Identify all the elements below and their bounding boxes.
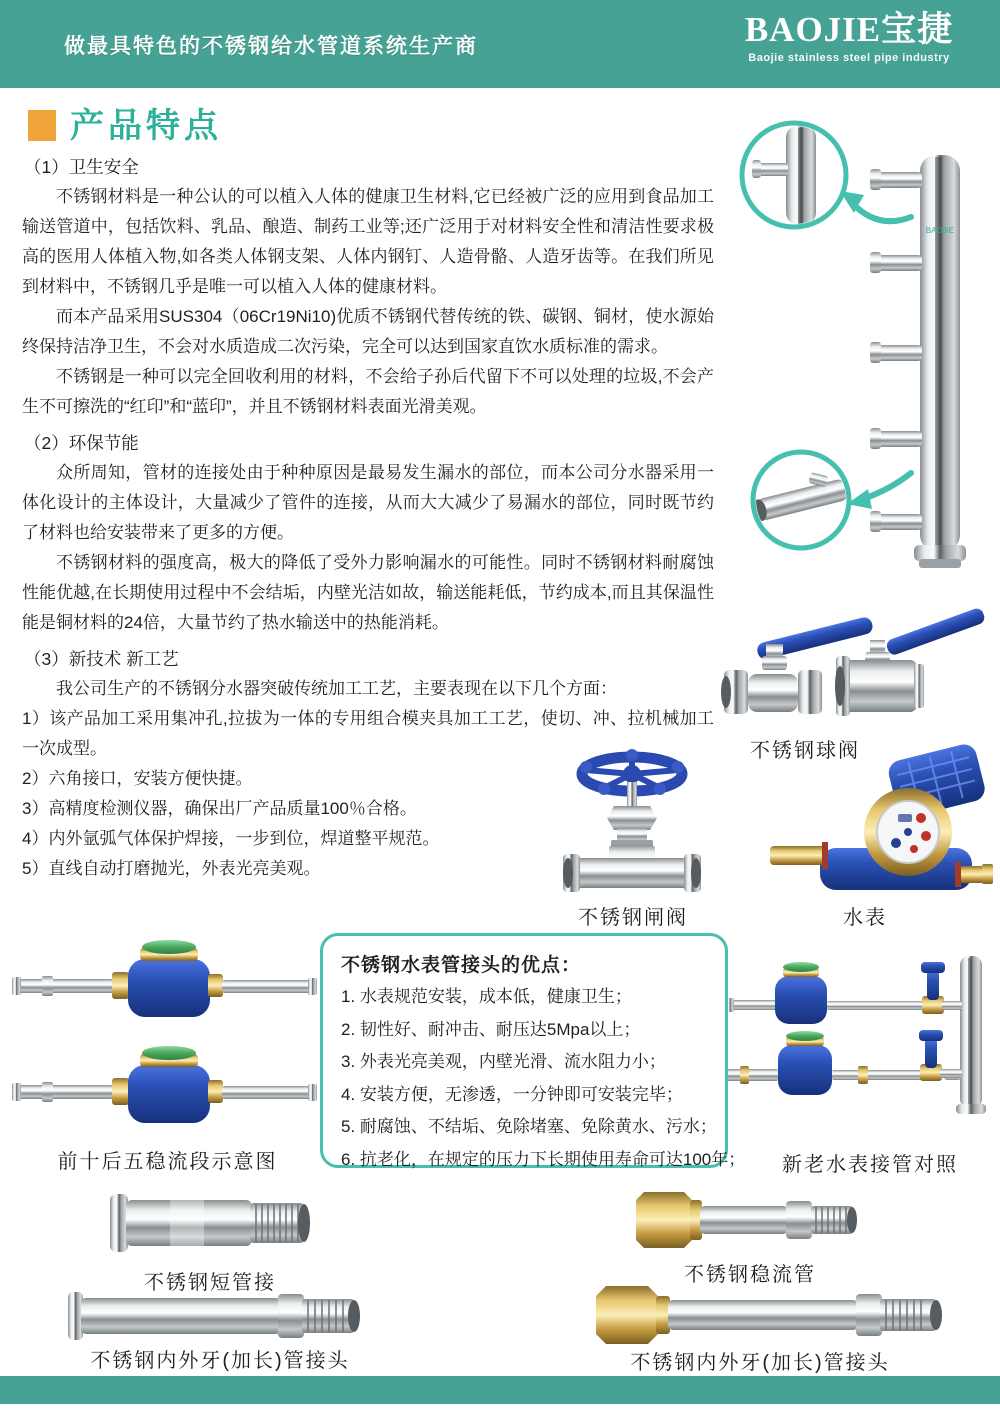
advantage-item: 2. 韧性好、耐冲击、耐压达5Mpa以上； [341,1019,641,1039]
comparison-vertical-pipe [944,956,986,1114]
short-pipe-photo [110,1186,315,1261]
water-meter-dial [864,788,952,876]
section-2-paragraph: 不锈钢材料的强度高，极大的降低了受外力影响漏水的可能性。同时不锈钢材料耐腐蚀性能优越,在长期使用过程中不会结垢，内壁光洁如故，输送能耗低，节约成本,而且其保温性能是铜材料的24倍，大量节约了热水输送中的热能消耗。 [22,553,714,632]
flow-meter-top [12,940,317,1017]
section-1-heading: （1）卫生安全 [24,157,139,177]
manifold-photo [706,95,990,580]
comparison-assembly-bottom [720,1030,962,1095]
process-list-item: 1）该产品加工采用集冲孔,拉拔为一体的专用组合模夹具加工工艺，使切、冲、拉机械加工一次成型。 [22,709,714,758]
brand-logo-en: BAOJIE [744,10,882,49]
section-1-paragraph: 不锈钢材料是一种公认的可以植入人体的健康卫生材料,它已经被广泛的应用到食品加工输送管道中，包括饮料、乳品、酿造、制药工业等;还广泛用于对材料安全性和清洁性要求极高的医用人体植入物,如各类人体钢支架、人体内钢钉、人造骨骼、人造牙齿等。在我们所见到材料中，不锈钢几乎是唯一可以植入人体的健康材料。 [22,187,714,296]
brand-logo-subtitle: Baojie stainless steel pipe industry [748,52,950,64]
callout-arrow-icon [840,191,911,221]
water-meter-photo [758,744,994,900]
advantage-item: 5. 耐腐蚀、不结垢、免除堵塞、免除黄水、污水； [341,1117,717,1136]
brand-logo [724,10,974,64]
title-bullet-square [28,110,56,141]
stabilizer-pipe-label: 不锈钢稳流管 [684,1264,816,1286]
header-slogan: 做最具特色的不锈钢给水管道系统生产商 [64,35,478,58]
zoom-callout-bottom [748,452,849,548]
brand-logo-text [724,10,974,50]
long-fitting-right-photo [596,1284,951,1346]
flow-section-meters-photo [12,933,318,1141]
flow-meter-bottom [12,1046,317,1123]
manifold-watermark: BAOJIE [925,226,955,235]
section-3-heading: （3）新技术 新工艺 [24,649,179,669]
long-fitting-right-label: 不锈钢内外牙(加长)管接头 [630,1352,890,1374]
advantages-box [320,933,746,1169]
manifold-pipe [914,155,966,568]
section-1-paragraph: 不锈钢是一种可以完全回收利用的材料，不会给子孙后代留下不可以处理的垃圾,不会产生不可擦洗的“红印”和“蓝印”，并且不锈钢材料表面光滑美观。 [22,367,714,416]
gate-valve-photo [560,748,705,900]
section-3-intro: 我公司生产的不锈钢分水器突破传统加工工艺，主要表现在以下几个方面： [56,679,617,698]
ball-valve-label: 不锈钢球阀 [750,740,860,762]
gate-valve-body [563,782,701,892]
advantage-item: 4. 安装方便，无渗透，一分钟即可安装完毕； [341,1084,683,1104]
section-2-heading: （2）环保节能 [24,433,139,453]
short-pipe-label: 不锈钢短管接 [144,1272,276,1294]
zoom-callout-top [742,123,846,227]
stabilizer-pipe-photo [636,1186,861,1254]
gate-valve-label: 不锈钢闸阀 [578,907,688,929]
page-title: 产品特点 [70,107,222,145]
flow-diagram-label: 前十后五稳流段示意图 [57,1151,278,1173]
callout-arrow-icon [847,473,911,509]
advantage-item: 1. 水表规范安装，成本低，健康卫生； [341,987,632,1006]
section-2-paragraph: 众所周知，管材的连接处由于种种原因是最易发生漏水的部位，而本公司分水器采用一体化设计的主体设计，大量减少了管件的连接，从而大大减少了易漏水的部位，同时既节约了材料也给安装带来了更多的方便。 [22,463,714,542]
advantage-item: 6. 抗老化，在规定的压力下长期使用寿命可达100年； [341,1149,746,1169]
advantages-title: 不锈钢水表管接头的优点： [341,955,582,976]
long-fitting-left-label: 不锈钢内外牙(加长)管接头 [90,1350,350,1372]
comparison-assembly-top [726,962,962,1024]
advantage-item: 3. 外表光亮美观，内壁光滑、流水阻力小； [341,1052,666,1071]
header-bar [0,0,1000,88]
meter-comparison-photo [720,950,995,1146]
long-fitting-left-photo [68,1288,368,1343]
footer-bar [0,1376,1000,1404]
brand-logo-cn: 宝捷 [881,10,954,49]
comparison-label: 新老水表接管对照 [782,1154,958,1176]
process-list-item: 2）六角接口，安装方便快捷。 [22,769,253,788]
process-list-item: 5）直线自动打磨抛光，外表光亮美观。 [22,859,321,878]
section-1-paragraph: 而本产品采用SUS304（06Cr19Ni10)优质不锈钢代替传统的铁、碳钢、铜材，使水源始终保持洁净卫生，不会对水质造成二次污染，完全可以达到国家直饮水质标准的需求。 [22,307,714,356]
ball-valves-photo [710,592,992,732]
process-list-item: 3）高精度检测仪器，确保出厂产品质量100％合格。 [22,799,417,818]
water-meter-label: 水表 [843,907,887,929]
process-list-item: 4）内外氩弧气体保护焊接，一步到位，焊道整平规范。 [22,829,440,848]
